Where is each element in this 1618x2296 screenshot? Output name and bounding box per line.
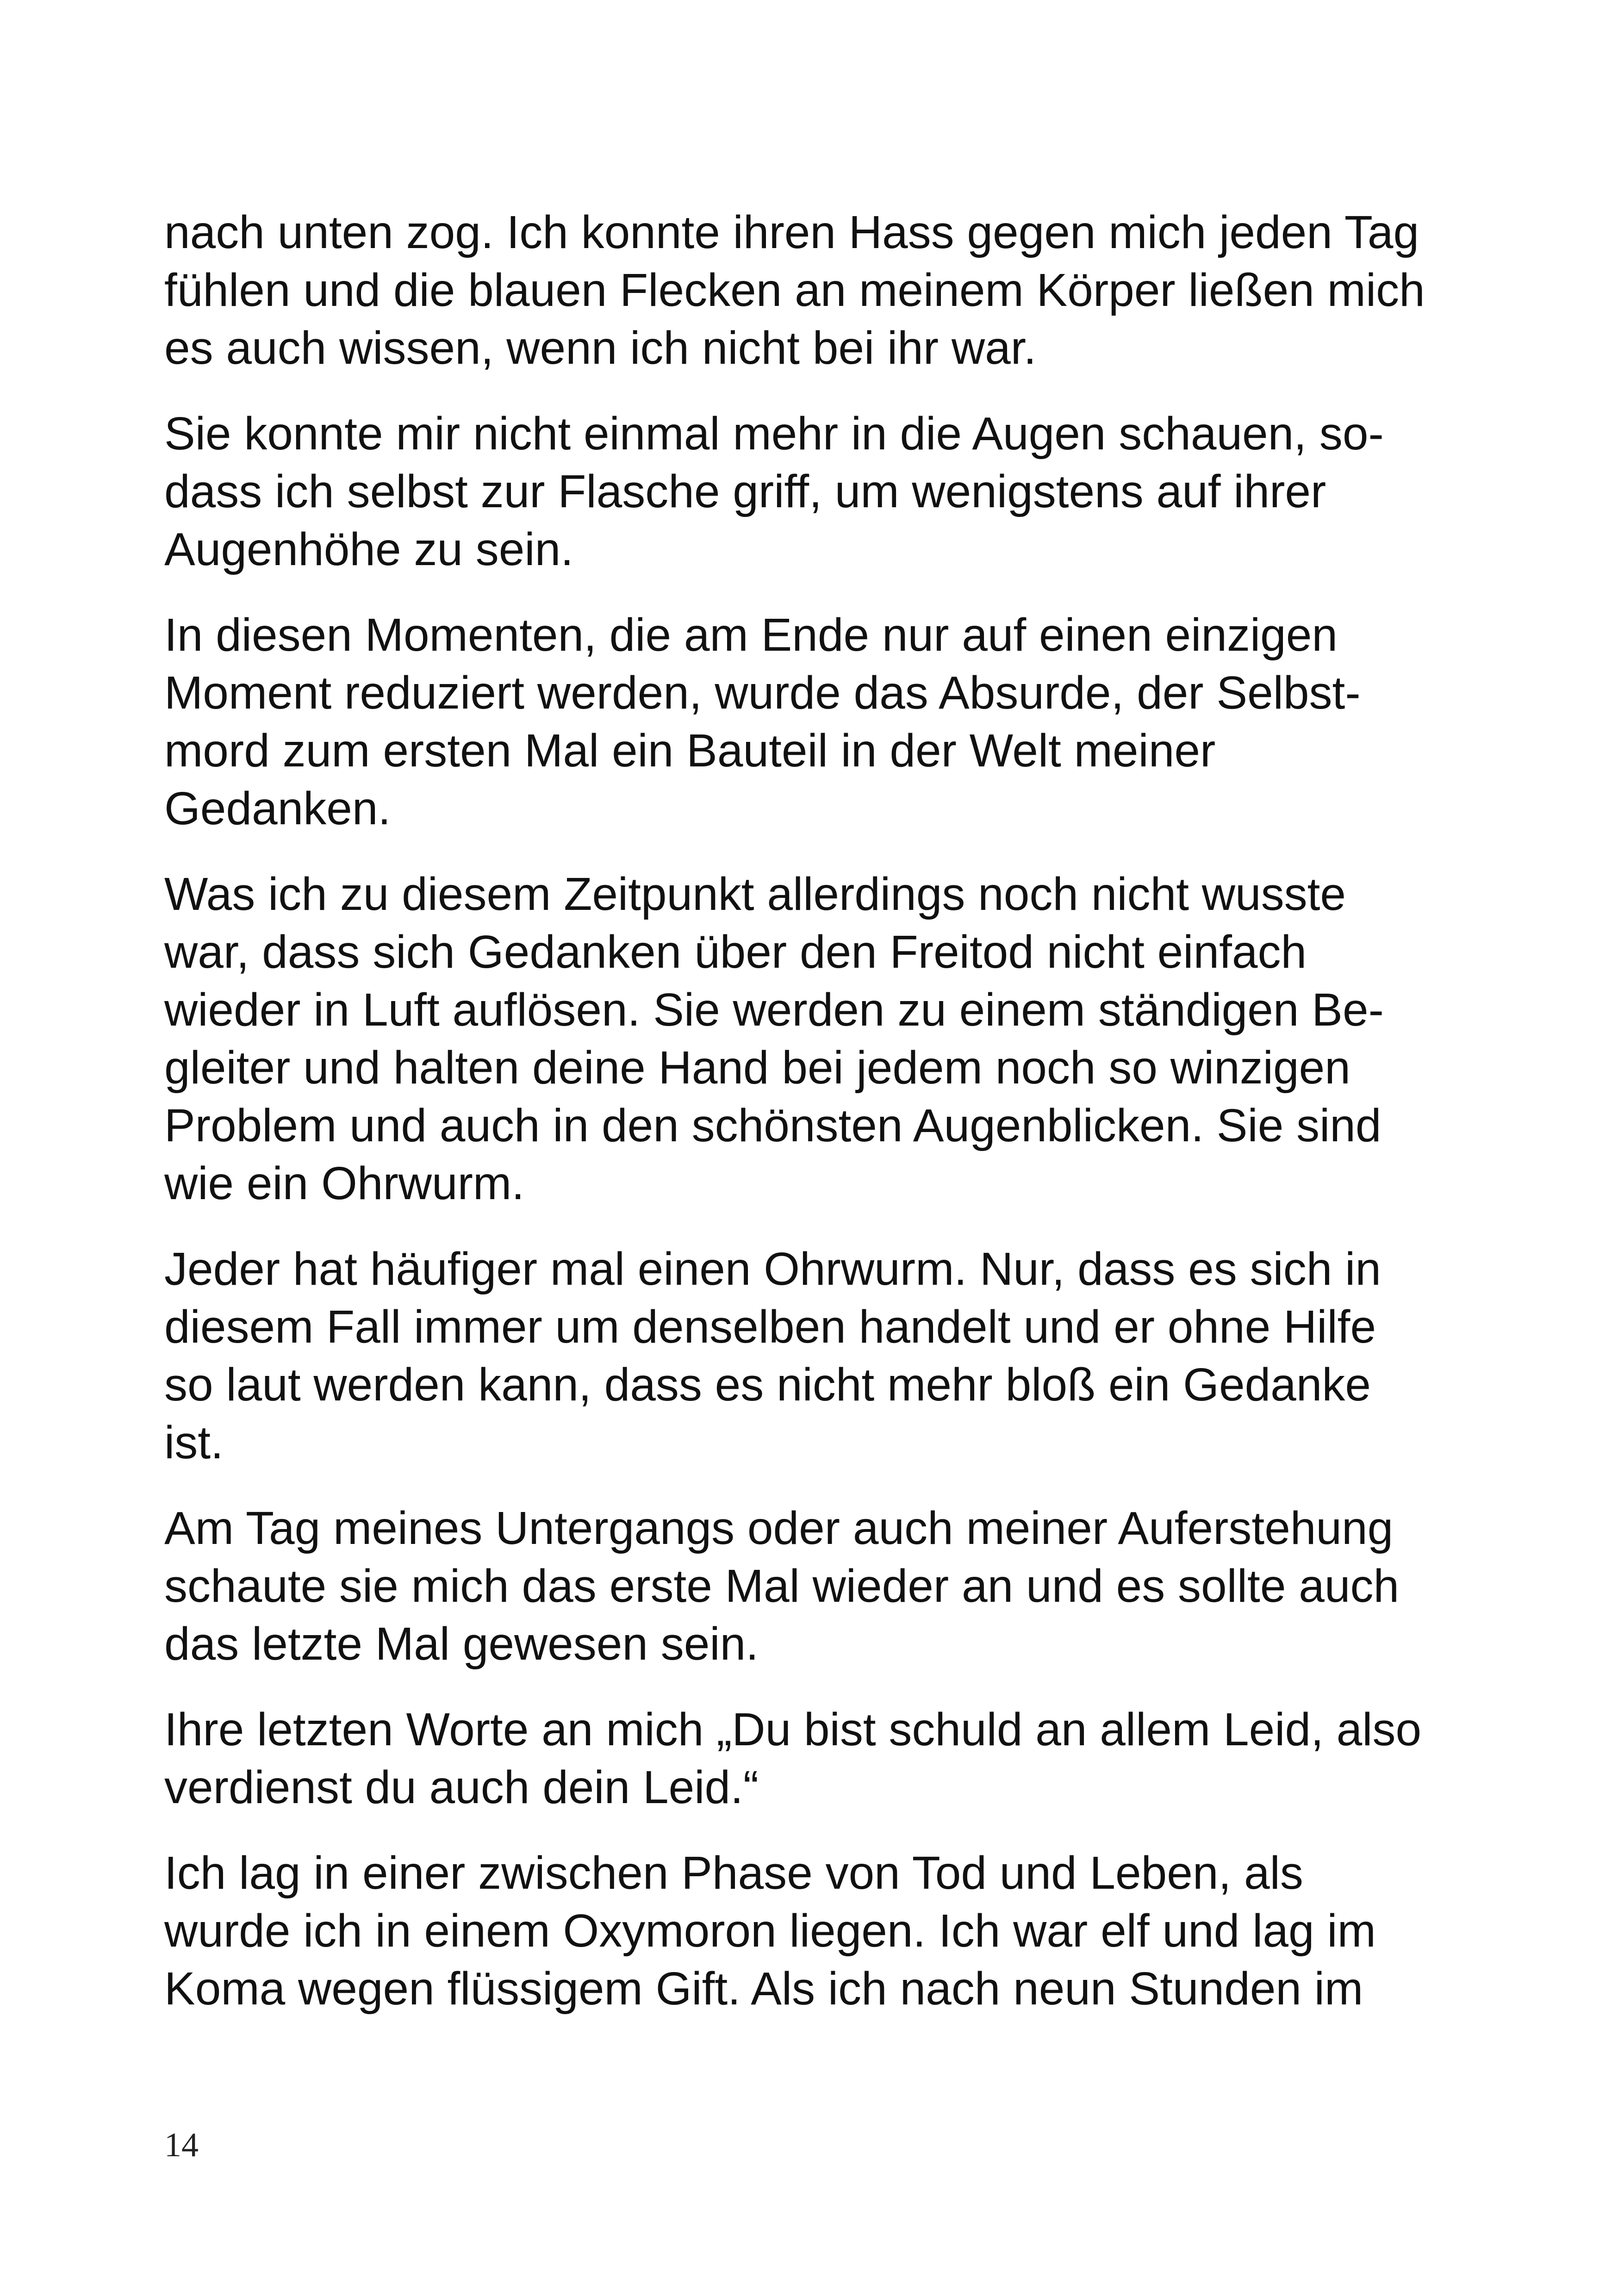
text-line: dass ich selbst zur Flasche griff, um wenigstens auf ihrer (164, 466, 1326, 517)
text-line: Jeder hat häufiger mal einen Ohrwurm. Nur, dass es sich in (164, 1243, 1382, 1295)
text-line: verdienst du auch dein Leid.“ (164, 1761, 759, 1813)
text-line: diesem Fall immer um denselben handelt und er ohne Hilfe (164, 1301, 1376, 1353)
paragraph-2 (164, 405, 1460, 579)
text-line: schaute sie mich das erste Mal wieder an und es sollte auch (164, 1560, 1400, 1612)
text-line: Augenhöhe zu sein. (164, 523, 574, 575)
paragraph-3 (164, 606, 1460, 838)
page-number: 14 (164, 2126, 199, 2164)
paragraph-1 (164, 204, 1460, 377)
text-line: Ihre letzten Worte an mich „Du bist schuld an allem Leid, also (164, 1704, 1422, 1755)
text-line: gleiter und halten deine Hand bei jedem noch so winzigen (164, 1042, 1350, 1094)
text-line: Ich lag in einer zwischen Phase von Tod und Leben, als (164, 1847, 1303, 1899)
text-line: war, dass sich Gedanken über den Freitod nicht einfach (164, 926, 1307, 978)
paragraph-4 (164, 865, 1460, 1213)
text-line: Was ich zu diesem Zeitpunkt allerdings noch nicht wusste (164, 868, 1346, 920)
paragraph-8 (164, 1844, 1460, 2018)
text-line: wieder in Luft auflösen. Sie werden zu einem ständigen Be- (164, 984, 1384, 1036)
text-line: mord zum ersten Mal ein Bauteil in der Welt meiner (164, 725, 1216, 777)
text-line: Problem und auch in den schönsten Augenblicken. Sie sind (164, 1100, 1382, 1151)
text-line: Gedanken. (164, 783, 391, 834)
text-line: das letzte Mal gewesen sein. (164, 1618, 759, 1670)
text-line: Koma wegen flüssigem Gift. Als ich nach neun Stunden im (164, 1963, 1363, 2015)
text-line: nach unten zog. Ich konnte ihren Hass gegen mich jeden Tag (164, 206, 1419, 258)
text-line: Am Tag meines Untergangs oder auch meiner Auferstehung (164, 1502, 1394, 1554)
paragraph-5 (164, 1240, 1460, 1472)
text-line: ist. (164, 1417, 224, 1468)
text-line: fühlen und die blauen Flecken an meinem Körper ließen mich (164, 264, 1425, 316)
text-line: so laut werden kann, dass es nicht mehr bloß ein Gedanke (164, 1359, 1371, 1411)
text-line: es auch wissen, wenn ich nicht bei ihr war. (164, 322, 1037, 374)
text-line: Sie konnte mir nicht einmal mehr in die Augen schauen, so- (164, 408, 1384, 460)
text-line: wurde ich in einem Oxymoron liegen. Ich war elf und lag im (164, 1905, 1376, 1957)
body-text (164, 204, 1460, 2046)
paragraph-6 (164, 1500, 1460, 1673)
text-line: wie ein Ohrwurm. (164, 1157, 524, 1209)
text-line: Moment reduziert werden, wurde das Absurde, der Selbst- (164, 667, 1361, 719)
paragraph-7 (164, 1701, 1460, 1817)
text-line: In diesen Momenten, die am Ende nur auf einen einzigen (164, 609, 1338, 661)
